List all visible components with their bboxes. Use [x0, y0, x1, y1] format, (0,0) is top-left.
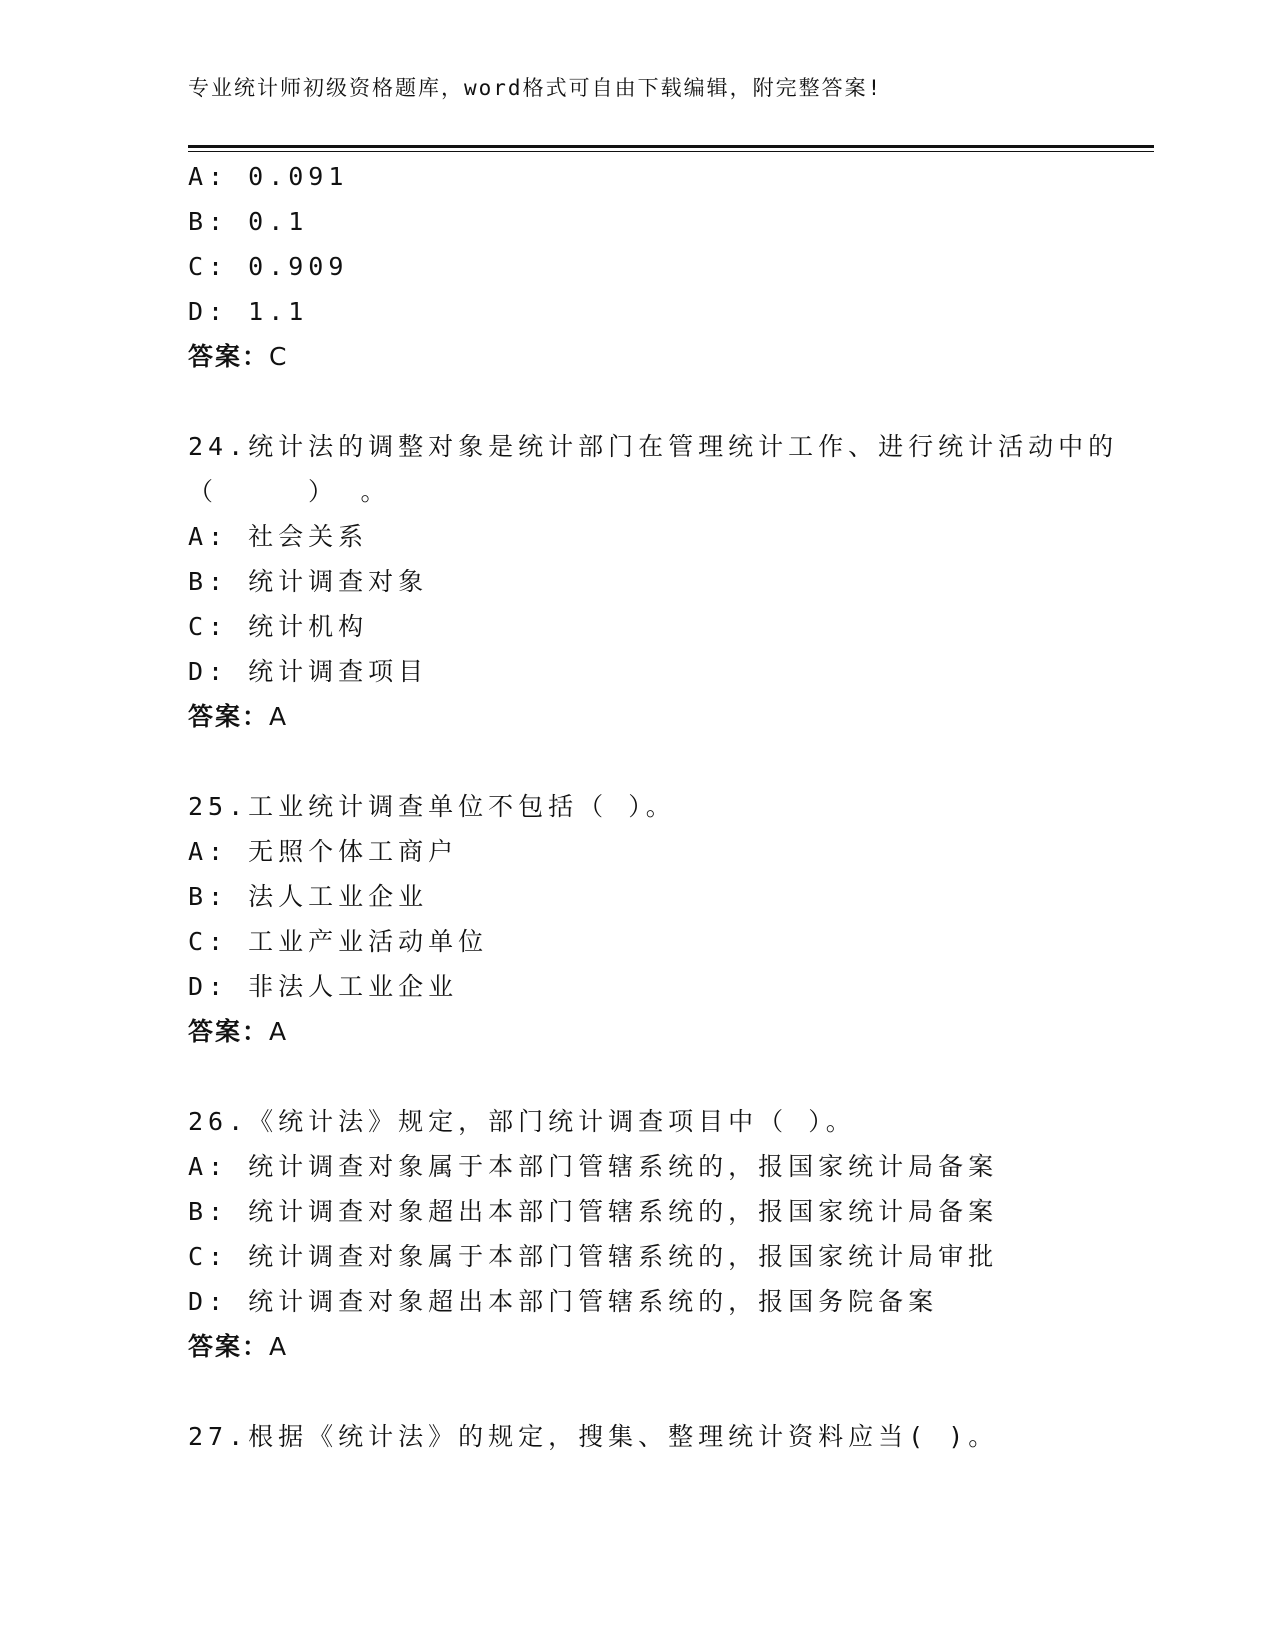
q25-option-a: A: 无照个体工商户	[188, 837, 459, 866]
answer-value: A	[269, 702, 287, 731]
q26-option-d: D: 统计调查对象超出本部门管辖系统的，报国务院备案	[188, 1287, 939, 1316]
header-rule-thin	[188, 151, 1154, 152]
q26-option-b: B: 统计调查对象超出本部门管辖系统的，报国家统计局备案	[188, 1197, 999, 1226]
answer-label: 答案：	[188, 1332, 270, 1361]
header-rule-thick	[188, 145, 1154, 148]
q25-stem: 25.工业统计调查单位不包括（ ）。	[188, 792, 676, 821]
q25-answer	[188, 1019, 286, 1044]
q26-option-a: A: 统计调查对象属于本部门管辖系统的，报国家统计局备案	[188, 1152, 999, 1181]
q27-stem: 27.根据《统计法》的规定，搜集、整理统计资料应当( )。	[188, 1422, 999, 1451]
q23-option-b: B: 0.1	[188, 207, 309, 236]
q25-option-d: D: 非法人工业企业	[188, 972, 459, 1001]
q23-option-a: A: 0.091	[188, 162, 349, 191]
answer-label: 答案：	[188, 1017, 270, 1046]
answer-value: A	[269, 1017, 287, 1046]
answer-value: C	[269, 342, 287, 371]
q24-option-a: A: 社会关系	[188, 522, 369, 551]
answer-value: A	[269, 1332, 287, 1361]
q24-option-b: B: 统计调查对象	[188, 567, 429, 596]
q24-option-c: C: 统计机构	[188, 612, 369, 641]
q24-stem-line2: （ ）。	[188, 477, 426, 506]
q26-stem: 26.《统计法》规定，部门统计调查项目中（ ）。	[188, 1107, 856, 1136]
q23-answer	[188, 344, 286, 369]
q26-option-c: C: 统计调查对象属于本部门管辖系统的，报国家统计局审批	[188, 1242, 999, 1271]
q24-stem-line1: 24.统计法的调整对象是统计部门在管理统计工作、进行统计活动中的	[188, 432, 1119, 461]
answer-label: 答案：	[188, 702, 270, 731]
q25-option-c: C: 工业产业活动单位	[188, 927, 489, 956]
q23-option-c: C: 0.909	[188, 252, 349, 281]
page-header: 专业统计师初级资格题库，word格式可自由下载编辑，附完整答案!	[188, 76, 883, 100]
q26-answer	[188, 1334, 286, 1359]
q24-option-d: D: 统计调查项目	[188, 657, 429, 686]
q25-option-b: B: 法人工业企业	[188, 882, 429, 911]
answer-label: 答案：	[188, 342, 270, 371]
q24-answer	[188, 704, 286, 729]
q23-option-d: D: 1.1	[188, 297, 309, 326]
